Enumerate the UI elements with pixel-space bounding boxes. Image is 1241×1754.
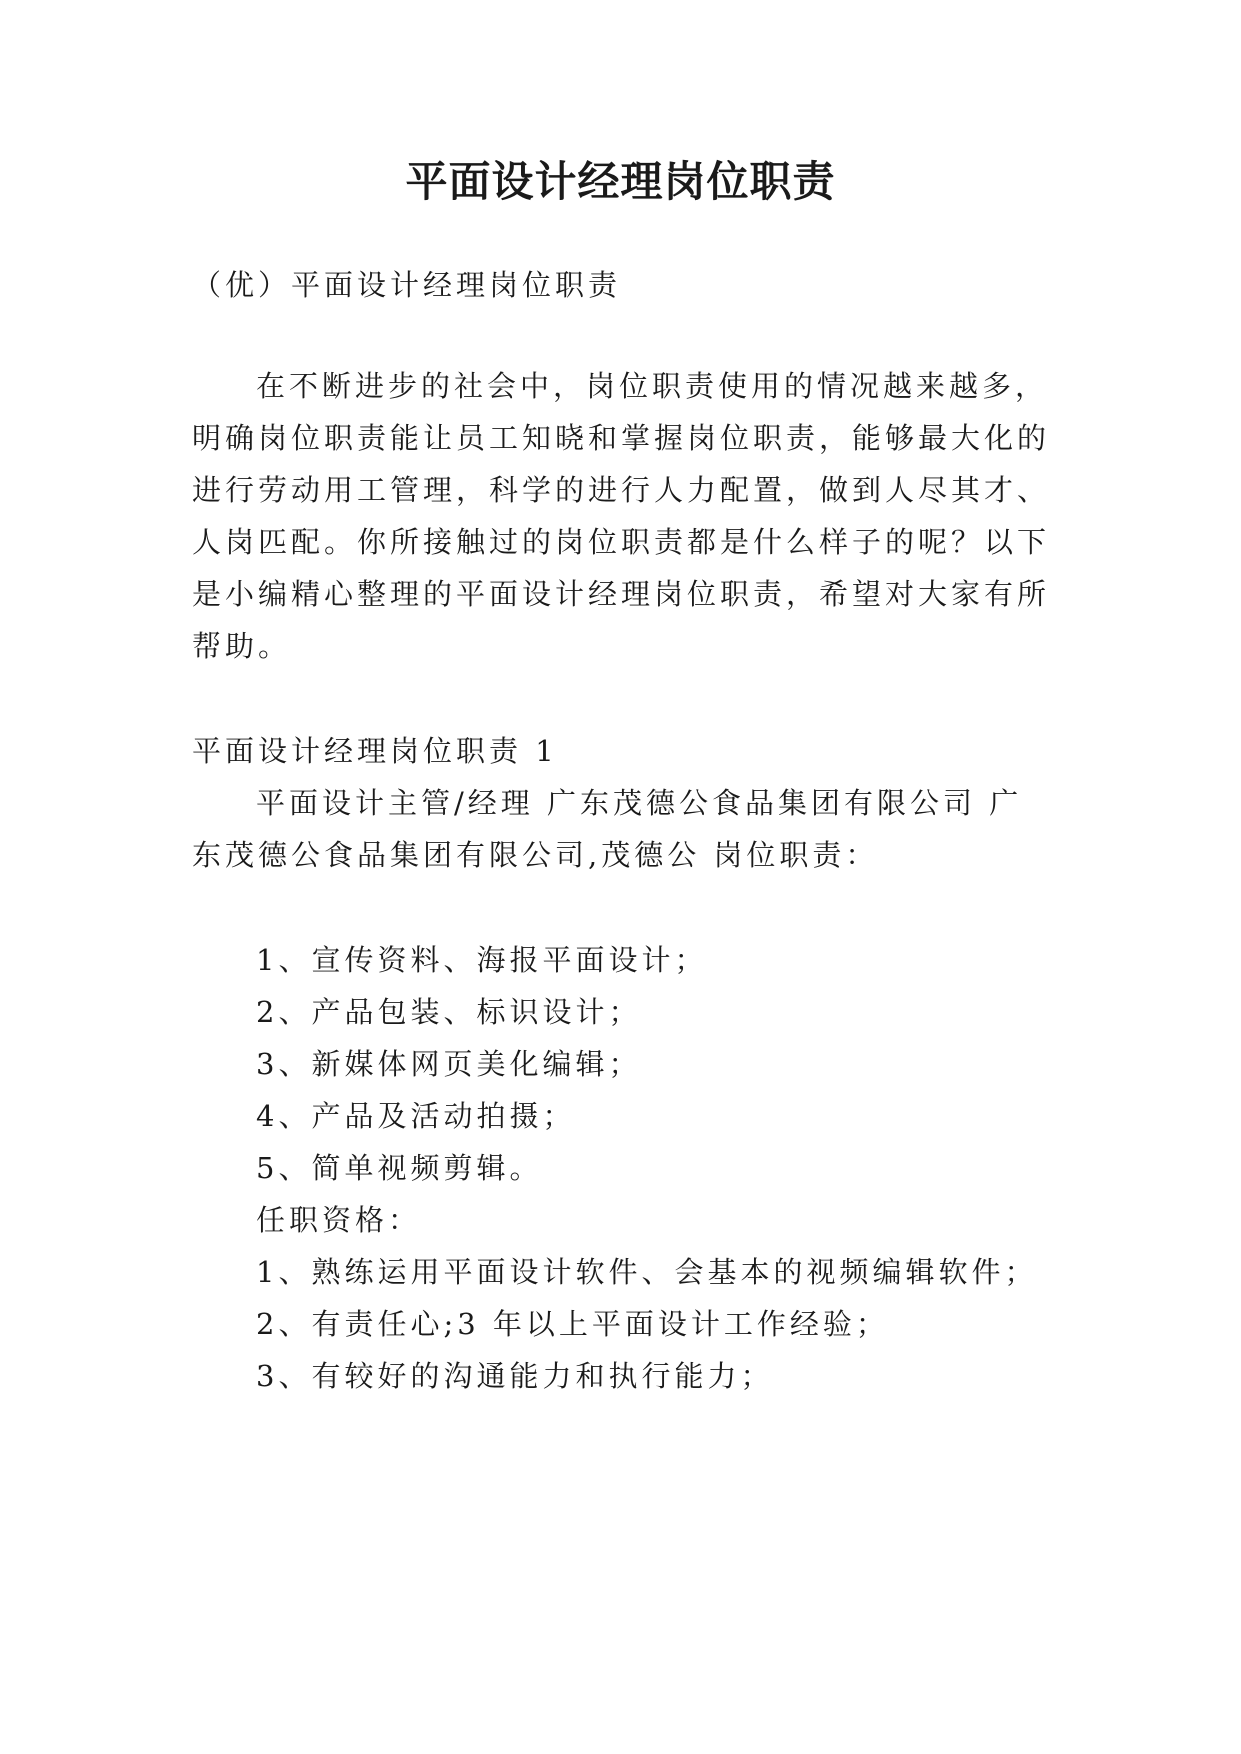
section-heading: 平面设计经理岗位职责 1 <box>192 734 558 768</box>
intro-line: 在不断进步的社会中，岗位职责使用的情况越来越多， <box>256 369 1049 403</box>
document-subtitle: （优）平面设计经理岗位职责 <box>192 268 622 302</box>
duty-item: 1、宣传资料、海报平面设计； <box>256 943 708 977</box>
intro-line: 是小编精心整理的平面设计经理岗位职责，希望对大家有所 <box>192 577 1051 611</box>
qualification-item: 3、有较好的沟通能力和执行能力； <box>256 1359 774 1393</box>
section-desc-line: 平面设计主管/经理 广东茂德公食品集团有限公司 广 <box>256 786 1023 820</box>
qualification-item: 2、有责任心;3 年以上平面设计工作经验； <box>256 1307 889 1341</box>
document-title: 平面设计经理岗位职责 <box>405 157 836 206</box>
section-desc-line: 东茂德公食品集团有限公司,茂德公 岗位职责： <box>192 838 879 872</box>
qualification-item: 1、熟练运用平面设计软件、会基本的视频编辑软件； <box>256 1255 1038 1289</box>
qualifications-heading: 任职资格： <box>256 1203 422 1237</box>
intro-line: 帮助。 <box>192 629 292 663</box>
duty-item: 2、产品包装、标识设计； <box>256 995 642 1029</box>
duty-item: 4、产品及活动拍摄； <box>256 1099 576 1133</box>
intro-line: 明确岗位职责能让员工知晓和掌握岗位职责，能够最大化的 <box>192 421 1051 455</box>
intro-line: 人岗匹配。你所接触过的岗位职责都是什么样子的呢？以下 <box>192 525 1051 559</box>
duty-item: 3、新媒体网页美化编辑； <box>256 1047 642 1081</box>
duty-item: 5、简单视频剪辑。 <box>256 1151 543 1185</box>
intro-line: 进行劳动用工管理，科学的进行人力配置，做到人尽其才、 <box>192 473 1051 507</box>
